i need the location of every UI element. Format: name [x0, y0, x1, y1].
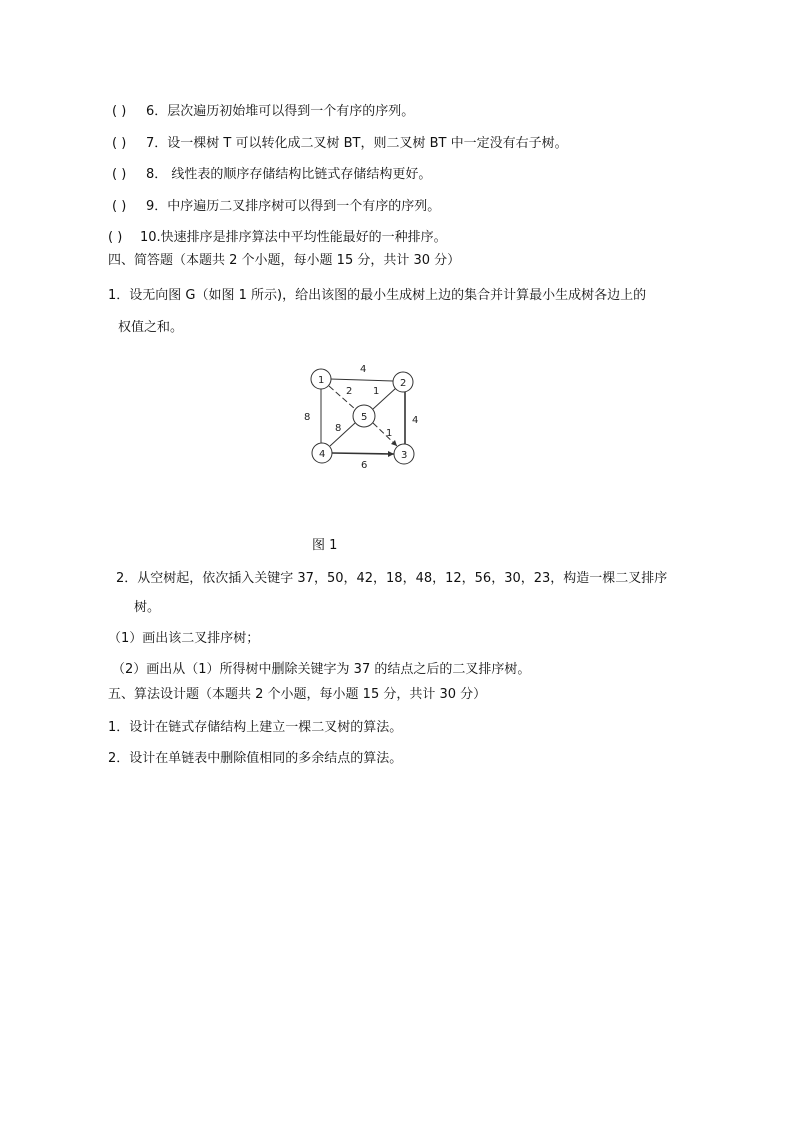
edge-weight: 1 [373, 386, 380, 397]
answer-blank[interactable]: ( ) [112, 136, 127, 151]
edge-4-3 [332, 453, 394, 454]
edge-weight: 2 [346, 386, 353, 397]
tf-item-7 [112, 136, 568, 152]
answer-blank[interactable]: ( ) [112, 104, 127, 119]
section-5-q1: 1．设计在链式存储结构上建立一棵二叉树的算法。 [108, 720, 403, 735]
tf-item-text: 6．层次遍历初始堆可以得到一个有序的序列。 [146, 104, 415, 119]
tf-item-6 [112, 104, 414, 120]
graph-figure [300, 358, 430, 470]
edge-1-2 [330, 379, 393, 381]
arrow-head [391, 440, 397, 446]
tf-item-text: 8． 线性表的顺序存储结构比链式存储结构更好。 [146, 167, 432, 182]
answer-blank[interactable]: ( ) [108, 230, 123, 245]
figure-caption: 图 1 [312, 538, 338, 553]
tf-item-text: 10.快速排序是排序算法中平均性能最好的一种排序。 [140, 230, 447, 245]
section-4-q2-line1: 2．从空树起，依次插入关键字 37，50，42，18，48，12，56，30，23，构造一棵二叉排序 [116, 571, 668, 586]
edge-4-5 [330, 423, 355, 446]
tf-item-9 [112, 199, 440, 215]
edge-weight: 8 [335, 423, 342, 434]
node-label: 2 [400, 378, 407, 389]
node-label: 4 [319, 449, 326, 460]
section-5-title: 五、算法设计题（本题共 2 个小题，每小题 15 分，共计 30 分） [108, 687, 487, 702]
section-4-q1-line1: 1．设无向图 G（如图 1 所示)，给出该图的最小生成树上边的集合并计算最小生成树各边上的 [108, 288, 647, 303]
edge-weight: 4 [360, 364, 367, 375]
answer-blank[interactable]: ( ) [112, 167, 127, 182]
edge-weight: 4 [412, 415, 419, 426]
edge-weight: 8 [304, 412, 311, 423]
node-label: 3 [401, 450, 408, 461]
section-5-q2: 2．设计在单链表中删除值相同的多余结点的算法。 [108, 751, 403, 766]
edge-weight: 6 [361, 460, 368, 470]
node-label: 5 [361, 412, 368, 423]
section-4-title: 四、简答题（本题共 2 个小题，每小题 15 分，共计 30 分） [108, 253, 461, 268]
tf-item-8 [112, 167, 431, 183]
section-4-q2-sub2: （2）画出从（1）所得树中删除关键字为 37 的结点之后的二叉排序树。 [112, 662, 531, 677]
arrow-head [388, 451, 394, 457]
section-4-q2-sub1: （1）画出该二叉排序树； [108, 631, 260, 646]
answer-blank[interactable]: ( ) [112, 199, 127, 214]
tf-item-10 [108, 230, 447, 246]
tf-item-text: 9．中序遍历二叉排序树可以得到一个有序的序列。 [146, 199, 441, 214]
node-label: 1 [318, 375, 325, 386]
section-4-q2-line2: 树。 [134, 600, 161, 615]
tf-item-text: 7．设一棵树 T 可以转化成二叉树 BT，则二叉树 BT 中一定没有右子树。 [146, 136, 568, 151]
section-4-q1-line2: 权值之和。 [118, 320, 184, 335]
edge-weight: 1 [386, 428, 393, 439]
